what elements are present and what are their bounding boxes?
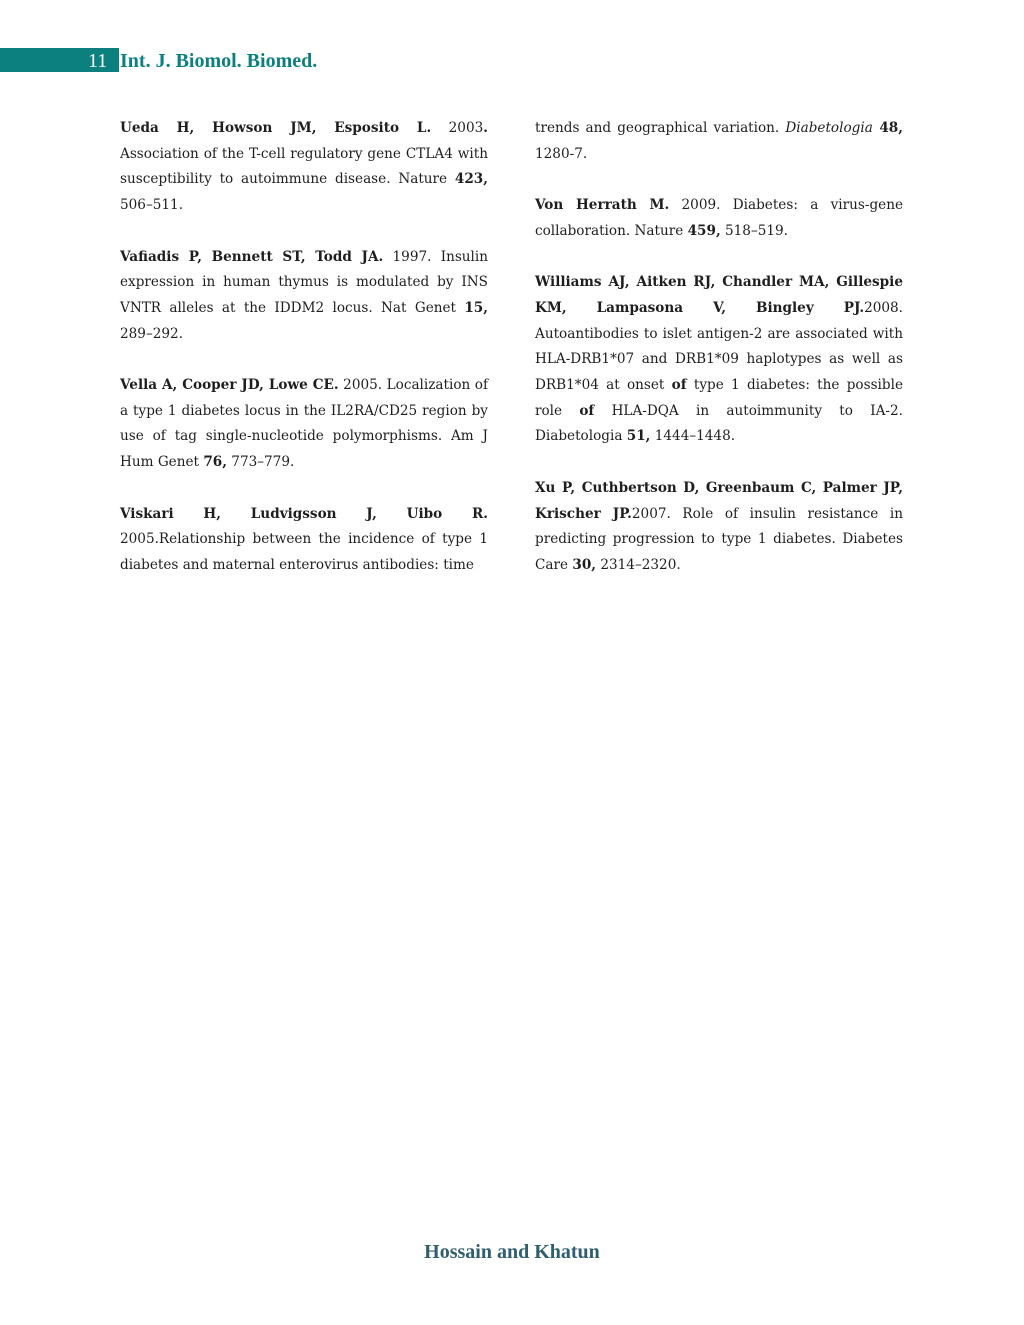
reference-year: 2007 (631, 505, 667, 522)
reference-authors: Ueda H, Howson JM, Esposito L. (120, 120, 432, 136)
reference-text: . Diabetes: a virus-gene collaboration. Nature (535, 197, 903, 239)
journal-title: Int. J. Biomol. Biomed. (120, 50, 318, 72)
reference-pages: 773–779. (226, 454, 295, 471)
reference-authors: Von Herrath M. (535, 197, 670, 214)
reference-pages: 2314–2320. (596, 556, 681, 573)
footer-authors: Hossain and Khatun (424, 1241, 600, 1263)
reference-text: . Role of insulin resistance in predicting progression to type 1 diabetes. Diabetes Care (535, 505, 903, 573)
reference-text: trends and geographical variation. (535, 120, 786, 136)
reference-von-herrath (535, 193, 903, 244)
reference-xu (535, 476, 903, 579)
reference-volume: 48, (872, 120, 903, 136)
reference-viskari (120, 502, 488, 579)
reference-year: 2005 (338, 377, 378, 393)
reference-journal: Diabetologia (785, 120, 873, 136)
reference-vella (120, 373, 488, 476)
reference-volume: 30, (572, 556, 597, 573)
reference-year: 1997 (383, 248, 428, 265)
reference-year: 2005 (120, 531, 155, 548)
page-number: 11 (88, 50, 108, 72)
reference-viskari-continued (535, 116, 903, 167)
reference-pages: 1280-7. (535, 145, 588, 162)
references-left-column (120, 116, 488, 604)
reference-authors: Vella A, Cooper JD, Lowe CE. (120, 377, 339, 393)
reference-williams: Williams AJ, Aitken RJ, Chandler MA, Gillespie KM, Lampasona V, Bingley PJ.2008. Autoantibodies to islet antigen-2 are associated with HLA-DRB1*07 and DRB1*09 haplotypes as well as DRB1*04 at onset of type 1 diabetes: the possible role of HLA-DQA in autoimmunity to IA-2. Diabetologia 51, 1444–1448. (535, 274, 903, 445)
reference-volume: 15, (464, 299, 488, 316)
reference-text: Association of the T-cell regulatory gene CTLA4 with susceptibility to autoimmune disease. Nature (120, 145, 488, 188)
reference-pages: 506–511. (120, 197, 184, 214)
reference-text: . Autoantibodies to islet antigen-2 are associated with HLA-DRB1*07 and DRB1*09 haplotypes as well as DRB1*04 at onset (535, 299, 903, 393)
reference-authors: Vafiadis P, Bennett ST, Todd JA. (120, 248, 384, 265)
reference-year: 2008 (864, 299, 899, 316)
reference-volume: 423, (454, 171, 488, 188)
reference-year: 2009 (669, 197, 717, 214)
reference-text: .Relationship between the incidence of type 1 diabetes and maternal enterovirus antibodies: time (120, 531, 488, 573)
reference-authors: Viskari H, Ludvigsson J, Uibo R. (120, 505, 488, 522)
reference-volume: 459, (687, 222, 721, 239)
reference-pages: 1444–1448. (650, 428, 736, 445)
reference-text: . Localization of a type 1 diabetes locus in the IL2RA/CD25 region by use of tag single-nucleotide polymorphisms. Am J Hum Genet (120, 377, 488, 471)
reference-authors: Xu P, Cuthbertson D, Greenbaum C, Palmer JP, Krischer JP. (535, 479, 903, 522)
reference-ueda: Ueda H, Howson JM, Esposito L. 2003. Association of the T-cell regulatory gene CTLA4 with susceptibility to autoimmune disease. Nature 423, 506–511. (120, 120, 488, 214)
reference-vafiadis (120, 245, 488, 348)
references-right-column (535, 116, 903, 604)
reference-text: . Insulin expression in human thymus is modulated by INS VNTR alleles at the IDDM2 locus. Nat Genet (120, 248, 489, 316)
reference-authors: Williams AJ, Aitken RJ, Chandler MA, Gillespie KM, Lampasona V, Bingley PJ. (535, 274, 903, 316)
reference-volume: 51, (626, 428, 651, 445)
reference-pages: 289–292. (120, 325, 184, 342)
reference-volume: 76, (203, 454, 227, 471)
reference-year: 2003 (431, 120, 484, 136)
reference-pages: 518–519. (720, 222, 789, 239)
